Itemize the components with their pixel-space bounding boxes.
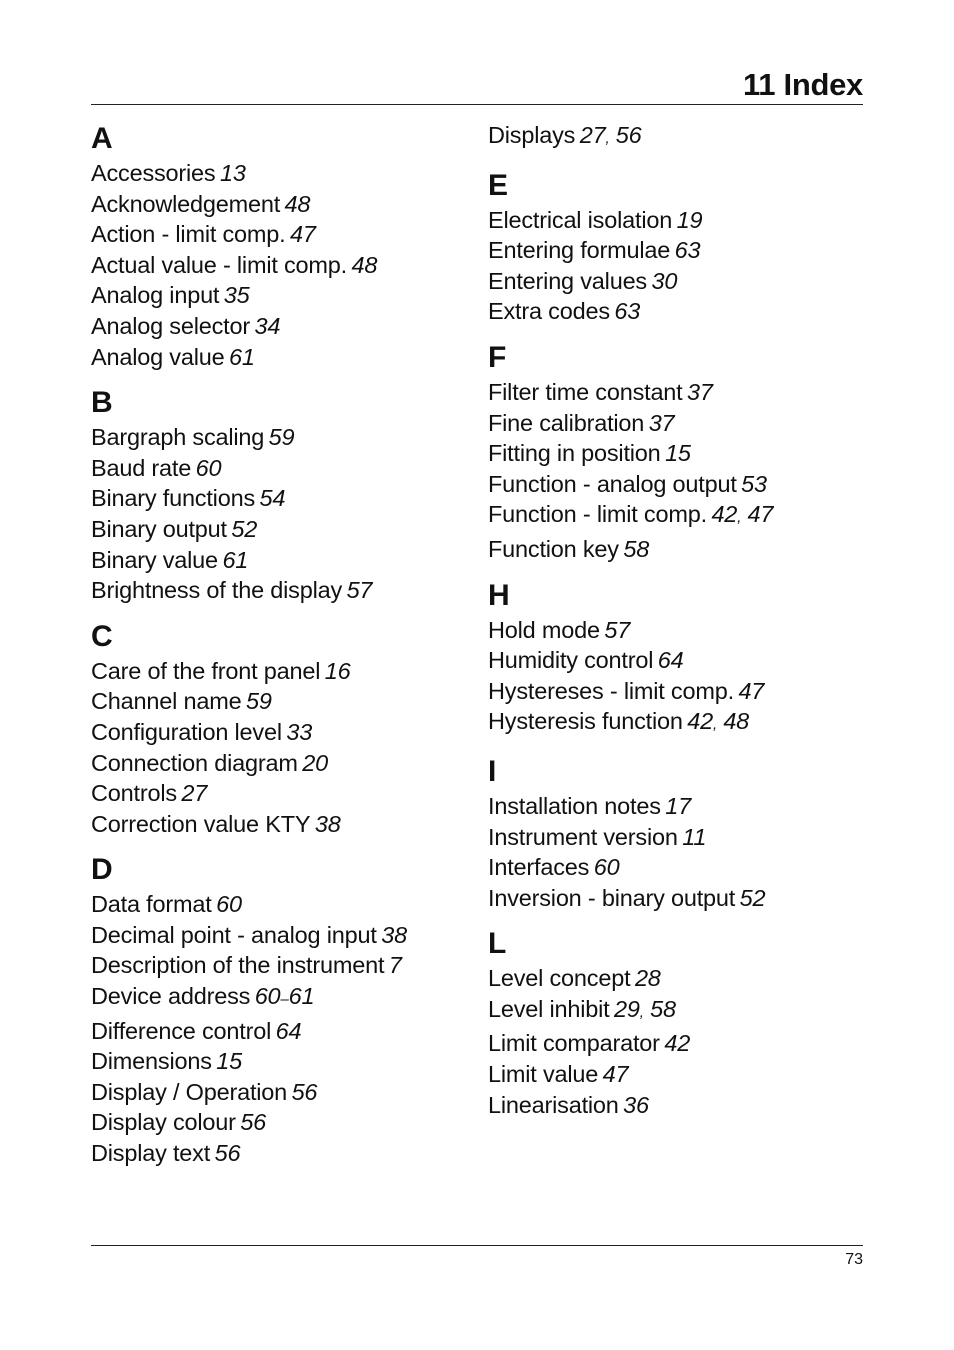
index-term: Display / Operation [91, 1078, 288, 1105]
page-reference: 52 [231, 515, 258, 542]
page-reference: 13 [220, 160, 246, 186]
index-entry [488, 791, 868, 822]
page-reference: 17 [665, 792, 692, 819]
page-reference: 15 [665, 440, 691, 467]
page-reference: 20 [302, 749, 328, 776]
page-reference: 63 [674, 237, 701, 264]
index-entry [91, 920, 471, 951]
index-term: Baud rate [91, 454, 192, 481]
page-reference: 42 [711, 501, 738, 528]
index-entry [488, 994, 868, 1029]
index-term: Entering formulae [488, 237, 671, 264]
index-letter-heading: F [488, 340, 507, 374]
index-entry [91, 1138, 471, 1169]
index-entry [488, 534, 868, 565]
index-term: Function - limit comp. [488, 501, 707, 528]
index-entry [488, 296, 868, 327]
index-entry [91, 1046, 471, 1077]
index-term: Display colour [91, 1109, 236, 1136]
index-entry [91, 778, 471, 809]
page-reference: 47 [602, 1061, 629, 1088]
page-separator: , [605, 130, 610, 147]
page-reference: 61 [288, 983, 315, 1010]
index-term: Data format [91, 891, 212, 918]
index-entry [91, 950, 471, 981]
index-term: Inversion - binary output [488, 884, 736, 911]
page-reference: 60 [593, 854, 620, 881]
index-entry [91, 453, 471, 484]
index-term: Interfaces [488, 854, 590, 881]
index-entry [91, 1016, 471, 1047]
page-reference: 27 [579, 122, 606, 148]
index-entry [488, 469, 868, 500]
index-term: Dimensions [91, 1048, 212, 1075]
index-term: Hystereses - limit comp. [488, 677, 734, 704]
index-entry [488, 706, 868, 741]
page-reference: 47 [738, 677, 765, 704]
index-section [91, 384, 471, 606]
index-term: Extra codes [488, 298, 610, 325]
page-reference: 33 [286, 718, 313, 745]
index-term: Level concept [488, 965, 631, 992]
index-entry [488, 1059, 868, 1090]
index-column-right [488, 120, 868, 1132]
index-entry [91, 889, 471, 920]
index-letter-heading: A [91, 122, 113, 155]
index-term: Actual value - limit comp. [91, 251, 347, 278]
index-entry [91, 422, 471, 453]
index-term: Difference control [91, 1017, 272, 1044]
index-section [488, 339, 868, 565]
index-section [91, 851, 471, 1168]
page-reference: 48 [351, 251, 378, 278]
index-entry [488, 645, 868, 676]
index-entry [91, 981, 471, 1016]
index-entry [488, 883, 868, 914]
index-term: Hysteresis function [488, 708, 683, 735]
index-term: Decimal point - analog input [91, 921, 377, 948]
index-term: Bargraph scaling [91, 424, 265, 451]
index-term: Hold mode [488, 616, 600, 643]
index-entry [488, 852, 868, 883]
index-letter-heading: C [91, 619, 113, 653]
index-term: Fine calibration [488, 409, 645, 436]
index-entry [488, 676, 868, 707]
index-term: Description of the instrument [91, 952, 385, 979]
index-entry [91, 1077, 471, 1108]
index-term: Limit value [488, 1061, 599, 1088]
page-reference: 37 [687, 378, 713, 405]
index-section [488, 120, 868, 155]
page-reference: 36 [623, 1091, 649, 1118]
page-reference: 47 [290, 221, 316, 248]
page-reference: 59 [268, 424, 295, 451]
index-entry [91, 158, 471, 189]
page-reference: 64 [275, 1017, 302, 1044]
index-letter-heading: L [488, 927, 507, 961]
index-term: Action - limit comp. [91, 221, 286, 248]
index-term: Installation notes [488, 792, 661, 819]
index-column-left [91, 120, 471, 1181]
index-term: Controls [91, 780, 177, 807]
page-title: 11 Index [743, 67, 863, 102]
index-term: Display text [91, 1140, 211, 1167]
index-term: Connection diagram [91, 749, 298, 776]
page-reference: 7 [388, 952, 402, 979]
footer-rule [91, 1245, 863, 1246]
index-term: Function - analog output [488, 470, 737, 497]
index-term: Acknowledgement [91, 190, 281, 217]
page-reference: 56 [615, 122, 642, 148]
page-reference: 48 [284, 190, 311, 217]
index-section [488, 167, 868, 327]
index-term: Filter time constant [488, 378, 683, 405]
index-term: Analog selector [91, 312, 250, 339]
index-term: Displays [488, 122, 576, 148]
page-reference: 27 [181, 780, 208, 807]
index-term: Entering values [488, 267, 647, 294]
page-reference: 61 [222, 546, 249, 573]
index-section [488, 925, 868, 1120]
index-section [91, 120, 471, 372]
index-term: Electrical isolation [488, 206, 673, 233]
page-reference: 29 [614, 995, 640, 1022]
index-entry [91, 717, 471, 748]
index-section [488, 577, 868, 741]
page-reference: 37 [648, 409, 675, 436]
page-reference: 38 [314, 810, 341, 837]
page-reference: 56 [214, 1140, 241, 1167]
index-section [488, 753, 868, 913]
index-letter-heading: H [488, 578, 510, 612]
page-reference: 58 [623, 535, 650, 562]
index-entry [488, 963, 868, 994]
page-separator: , [713, 716, 717, 734]
page-reference: 52 [739, 884, 766, 911]
index-term: Binary output [91, 515, 227, 542]
page-reference: 15 [216, 1048, 243, 1075]
page-reference: 61 [229, 343, 255, 370]
index-term: Accessories [91, 160, 216, 186]
index-entry [91, 748, 471, 779]
page-reference: 60 [216, 891, 242, 918]
index-entry [91, 809, 471, 840]
index-entry [91, 219, 471, 250]
index-entry [91, 575, 471, 606]
page-reference: 56 [240, 1109, 267, 1136]
page-reference: 34 [254, 312, 281, 339]
index-entry [91, 483, 471, 514]
index-entry [91, 1107, 471, 1138]
index-term: Humidity control [488, 647, 654, 674]
index-entry [488, 1028, 868, 1059]
index-term: Brightness of the display [91, 577, 343, 604]
index-letter-heading: I [488, 754, 497, 788]
index-entry [488, 1090, 868, 1121]
page-reference: 60 [195, 454, 222, 481]
index-letter-heading: B [91, 386, 113, 420]
index-term: Channel name [91, 688, 242, 715]
index-letter-heading: D [91, 853, 113, 887]
index-entry [488, 266, 868, 297]
page-separator: – [280, 991, 289, 1009]
page-reference: 54 [259, 485, 286, 512]
index-entry [91, 656, 471, 687]
page-reference: 35 [223, 282, 250, 309]
index-term: Configuration level [91, 718, 282, 745]
page-reference: 57 [346, 577, 373, 604]
page-reference: 58 [650, 995, 676, 1022]
index-term: Function key [488, 535, 619, 562]
index-term: Linearisation [488, 1091, 619, 1118]
index-letter-heading: E [488, 168, 509, 202]
index-entry [488, 438, 868, 469]
index-entry [91, 189, 471, 220]
page-reference: 48 [723, 708, 750, 735]
page-reference: 60 [254, 983, 281, 1010]
page-reference: 57 [604, 616, 631, 643]
index-section [91, 618, 471, 840]
page-reference: 64 [657, 647, 684, 674]
index-entry [91, 342, 471, 373]
page-reference: 16 [324, 657, 351, 684]
index-entry [488, 408, 868, 439]
index-term: Care of the front panel [91, 657, 321, 684]
index-entry [91, 250, 471, 281]
index-entry [91, 514, 471, 545]
index-term: Level inhibit [488, 995, 610, 1022]
page-number: 73 [845, 1251, 863, 1268]
page-reference: 56 [291, 1078, 318, 1105]
index-entry [488, 499, 868, 534]
page-reference: 53 [741, 470, 767, 497]
page-reference: 28 [634, 965, 661, 992]
index-term: Fitting in position [488, 440, 661, 467]
index-term: Binary functions [91, 485, 255, 512]
index-entry [488, 615, 868, 646]
index-term: Device address [91, 983, 251, 1010]
index-entry [488, 377, 868, 408]
page-reference: 11 [682, 823, 707, 850]
page-header [91, 66, 863, 105]
page-reference: 47 [747, 501, 774, 528]
page-separator: , [737, 509, 742, 527]
index-term: Correction value KTY [91, 810, 311, 837]
index-term: Limit comparator [488, 1030, 660, 1057]
index-term: Analog input [91, 282, 220, 309]
page-reference: 19 [676, 206, 703, 233]
index-entry [91, 311, 471, 342]
page-reference: 42 [687, 708, 713, 735]
index-entry [91, 280, 471, 311]
index-entry [488, 120, 868, 155]
index-entry [91, 545, 471, 576]
page-separator: , [639, 1003, 644, 1021]
index-term: Binary value [91, 546, 218, 573]
page-reference: 30 [651, 267, 678, 294]
page-reference: 42 [664, 1030, 691, 1057]
index-entry [488, 822, 868, 853]
index-entry [488, 235, 868, 266]
index-term: Analog value [91, 343, 225, 370]
page-reference: 59 [245, 688, 272, 715]
index-term: Instrument version [488, 823, 678, 850]
index-entry [488, 205, 868, 236]
page-reference: 63 [614, 298, 641, 325]
index-entry [91, 686, 471, 717]
page-reference: 38 [381, 921, 407, 948]
